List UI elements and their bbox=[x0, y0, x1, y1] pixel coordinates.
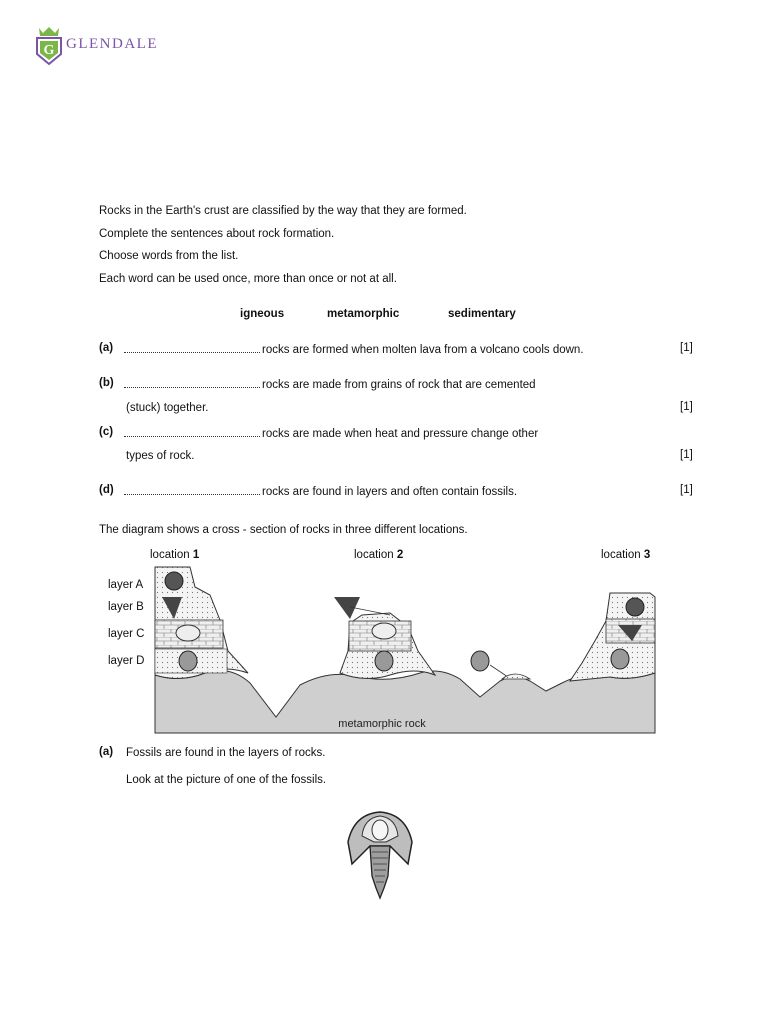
intro-line-3: Choose words from the list. bbox=[99, 250, 239, 262]
intro-line-1: Rocks in the Earth's crust are classified by the way that they are formed. bbox=[99, 205, 467, 217]
question-d-line bbox=[124, 484, 517, 499]
location-2-label: location 2 bbox=[354, 549, 404, 561]
word-metamorphic: metamorphic bbox=[327, 308, 400, 320]
svg-text:G: G bbox=[43, 43, 55, 58]
metamorphic-rock-label: metamorphic rock bbox=[338, 718, 426, 730]
intro-line-2: Complete the sentences about rock formation. bbox=[99, 228, 335, 240]
answer-blank-c[interactable] bbox=[124, 426, 260, 437]
part-a-line-1: Fossils are found in the layers of rocks. bbox=[126, 747, 326, 759]
word-sedimentary: sedimentary bbox=[448, 308, 516, 320]
location-3-label: location 3 bbox=[601, 549, 651, 561]
layer-c-label: layer C bbox=[108, 628, 145, 640]
answer-blank-b[interactable] bbox=[124, 377, 260, 388]
word-igneous: igneous bbox=[240, 308, 285, 320]
question-b-line2: (stuck) together. bbox=[126, 402, 209, 414]
question-d-label: (d) bbox=[99, 484, 114, 496]
question-d-mark: [1] bbox=[680, 484, 693, 496]
part-a-line-2: Look at the picture of one of the fossils. bbox=[126, 774, 327, 786]
question-a-text: rocks are formed when molten lava from a volcano cools down. bbox=[262, 344, 584, 356]
question-a-line bbox=[124, 342, 584, 357]
question-b-text: rocks are made from grains of rock that are cemented bbox=[262, 379, 536, 391]
layer-d-label: layer D bbox=[108, 655, 145, 667]
question-a-mark: [1] bbox=[680, 342, 693, 354]
question-c-label: (c) bbox=[99, 426, 114, 438]
layer-b-label: layer B bbox=[108, 601, 144, 613]
question-a-label: (a) bbox=[99, 342, 114, 354]
answer-blank-d[interactable] bbox=[124, 484, 260, 495]
crest-icon bbox=[34, 24, 64, 68]
logo-wordmark: GLENDALE bbox=[66, 36, 158, 52]
trilobite-fossil-icon bbox=[330, 806, 430, 906]
layer-a-ammonite bbox=[165, 572, 183, 590]
question-c-line bbox=[124, 426, 538, 441]
layer-c-shell bbox=[176, 625, 200, 641]
question-c-mark: [1] bbox=[680, 449, 693, 461]
layer-a-label: layer A bbox=[108, 579, 144, 591]
glendale-logo bbox=[34, 24, 194, 68]
location-1-label: location 1 bbox=[150, 549, 200, 561]
question-b-mark: [1] bbox=[680, 401, 693, 413]
diagram-intro: The diagram shows a cross - section of rocks in three different locations. bbox=[99, 524, 468, 536]
question-b-label: (b) bbox=[99, 377, 114, 389]
question-c-line2: types of rock. bbox=[126, 450, 195, 462]
part-a-label: (a) bbox=[99, 746, 114, 758]
question-b-line bbox=[124, 377, 536, 392]
question-c-text: rocks are made when heat and pressure change other bbox=[262, 428, 539, 440]
rock-cross-section-diagram bbox=[150, 565, 660, 737]
answer-blank-a[interactable] bbox=[124, 342, 260, 353]
question-d-text: rocks are found in layers and often contain fossils. bbox=[262, 486, 518, 498]
layer-d-trilobite bbox=[179, 651, 197, 671]
intro-line-4: Each word can be used once, more than once or not at all. bbox=[99, 273, 397, 285]
